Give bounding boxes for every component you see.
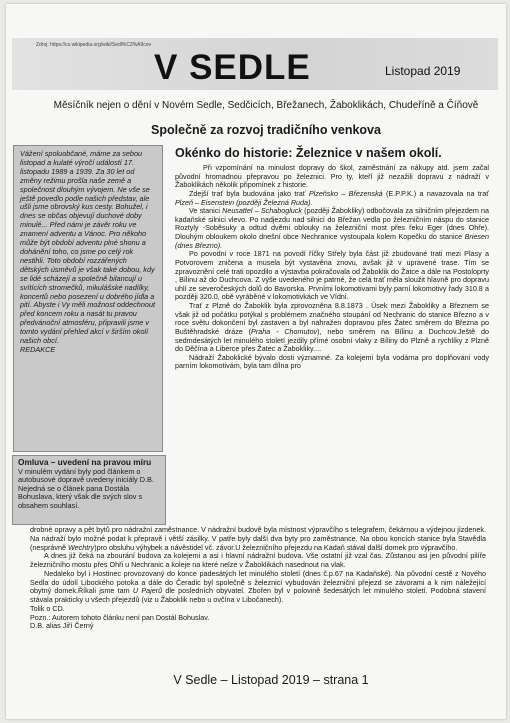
newsletter-page bbox=[6, 4, 506, 719]
newsletter-title: V SEDLE bbox=[154, 48, 311, 87]
article-paragraph: Ve stanici Neusattel – Schabogluck (později Žabokliky) odbočovala za silničním přejezdem na kadaňské silnici vlevo. Po nadjezdu nad silnicí do Břežan vedla po železničním náspu do stanice Roztyly -Soběsuky a odtud dvěmi oblouky na železniční most přes řeku Eger (dnes Ohře). Dlouhým obloukem okolo dnešní obce Nechranice vystoupala kolem Kopečku do stanice Briesen (dnes Březno). bbox=[175, 206, 489, 250]
article-paragraph: Nádraží Žaboklické bývalo dosti významné. Za kolejemi byla vodárna pro doplňování vody parním lokomotivám, byla tam dílna pro bbox=[175, 352, 489, 371]
article-closing: Tolik o CD. bbox=[30, 603, 65, 613]
article-title: Okénko do historie: Železnice v našem okolí. bbox=[175, 146, 442, 160]
correction-text: V minulém vydání byly pod článkem o autobusové dopravě uvedeny iniciály D.B. Nejedná se o článek pana Dostála Bohuslava, který však dle svých slov s obsahem souhlasí. bbox=[18, 466, 154, 510]
newsletter-motto: Společně za rozvoj tradičního venkova bbox=[151, 123, 381, 137]
image-source-note: Zdroj: https://cs.wikipedia.org/wiki/Sedl%C3%A9cov bbox=[36, 42, 152, 48]
article-paragraph: Při vzpomínání na minulost dopravy do škol, zaměstnání za nákupy atd. jsem začal původní hromadnou přepravou po železnici. Pro ty, kteří již nezažili dopravu z nádraží v Žaboklikách několik připomínek z historie. bbox=[175, 163, 489, 190]
issue-date: Listopad 2019 bbox=[385, 64, 461, 78]
page-footer: V Sedle – Listopad 2019 – strana 1 bbox=[173, 673, 369, 687]
newsletter-subtitle: Měsíčník nejen o dění v Novém Sedle, Sedčicích, Břežanech, Žaboklikách, Chudeříně a Číňově bbox=[53, 100, 479, 111]
correction-heading: Omluva – uvedení na pravou míru bbox=[18, 457, 152, 467]
editorial-signature: REDAKCE bbox=[20, 344, 56, 354]
article-paragraph: drobné opravy a pět bytů pro nádražní zaměstnance. V nádražní budově byla místnost výpravčího s telegrafem, čekárnou a výdejnou jízdenek. Na nádraží bylo možné podat k přepravě i větší zásilky. V patře byly další dva byty pro zaměstnance. Na obou koncích stanice byla Stavědla (nesprávně Wechtry)pro obsluhu výhybek a návěstidel vč. závor.U železničního přejezdu na Kadaň stával další domek pro výpravčího. bbox=[30, 525, 486, 552]
article-paragraph: Trať z Plzně do Žaboklik byla zprovozněna 8.8.1873 . Úsek mezi Žabokliky a Březnem se však již od počátku potýkal s problémem značného stoupání od Nechranic do stanice Březno a v roce světu dokončení byl zastaven a byl nahražen dopravou přes Žatec směrem do Března po Buštěhradské dráze (Praha - Chomutov), nebo směrem na Bílinu a Duchcov.Ještě do sedmdesátých let minulého století jezdily přímé osobní vlaky z Bíliny do Plzně a rychlíky z Plzně do Děčína a Liberce přes Žatec a Žabokliky.... bbox=[175, 301, 489, 354]
article-paragraph: A dnes již čeká na zbourání budova za kolejemi a asi i hlavní nádražní budova. Vše ostatní již vzal čas. Zůstanou asi jen původní pilíře železničního mostu přes Ohři u Nechranic a koleje na které nelze v Žaboklikách nasednout na vlak. bbox=[30, 551, 486, 569]
author-signature: D.B. alias Jiří Černý bbox=[30, 621, 94, 631]
correction-box bbox=[12, 455, 166, 525]
article-paragraph: Po povodni v roce 1871 na povodí říčky Střely byla část již zbudované trati mezi Plasy a Potvorovem zničena a musela být vystavěna znovu, avšak již v upravené trase. Tím se zpravoznění celé trati opozdilo a výstavba pokračovala od Žaboklik do Žatce a dále na Postoloprty , Bílinu až do Duchcova. Z výše uvedeného je patrné, že celá trať měla sloužit hlavně pro dopravu uhlí ze severočeských dolů do Bavorska. Prvními lokomotivami byly parní lokomotivy řady 310.8 a později 320.0, obě vyráběné v lokomotivkách ve Vídni. bbox=[175, 249, 489, 302]
editorial-text: Vážení spoluobčané, máme za sebou listopad a kulaté výročí událostí 17. listopadu 1989 a 1939. Za 30 let od změny režimu prošla naše země a společnost dlouhým vývojem. Ne vše se ještě povedlo podle našich představ, ale ušli jsme obrovský kus cesty. Bohužel, i dnes se občas objevují duchové doby minulé... Před námi je závěr roku ve znamení adventu a Vánoc. Pro někoho může být období adventu plné shonu a dohánění toho, co jsme po celý rok nestihli. Toto období rozzářených dětských úsměvů je však také dobou, kdy se lidé scházejí a společně bilancují u svítících stromečků, mikulášské nadílky, koncertů nebo posezení u dobrého jídla a pití. Abyste i Vy měli možnost oddechnout před koncem roku a nasát tu pravou předvánoční atmosféru, připravili jsme v tomto vydání přehled akcí v širším okolí našich obcí. bbox=[20, 149, 156, 346]
article-paragraph: Nedaleko byl i Hostinec provozovaný do konce padesátých let minulého století (dnes č.p.67 na Kadaňské). Na původní cestě z Nového Sedla do údolí Libockého potoka a dále do Čeradic byl společně s železnicí vybudován železniční přejezd se závorami a k nim náležející obytný domek.Říkali jsme tam U Pajerů dle posledních obyvatel. Zbořen byl v polovině šedesátých let minulého století. Podobná stavení stávala prakticky u všech přejezdů (viz u Žaboklik nebo u ovčína v Libočanech). bbox=[30, 568, 486, 604]
article-paragraph: Zdejší trať byla budována jako trať Plzeňsko – Březenská (E.P.P.K.) a navazovala na trať Plzeň – Eisenstein (později Železná Ruda). bbox=[175, 188, 489, 207]
editorial-box bbox=[13, 145, 163, 452]
article-continuation bbox=[30, 526, 486, 631]
article-body bbox=[175, 164, 489, 371]
author-note: Pozn.: Autorem tohoto článku není pan Dostál Bohuslav. bbox=[30, 612, 210, 622]
